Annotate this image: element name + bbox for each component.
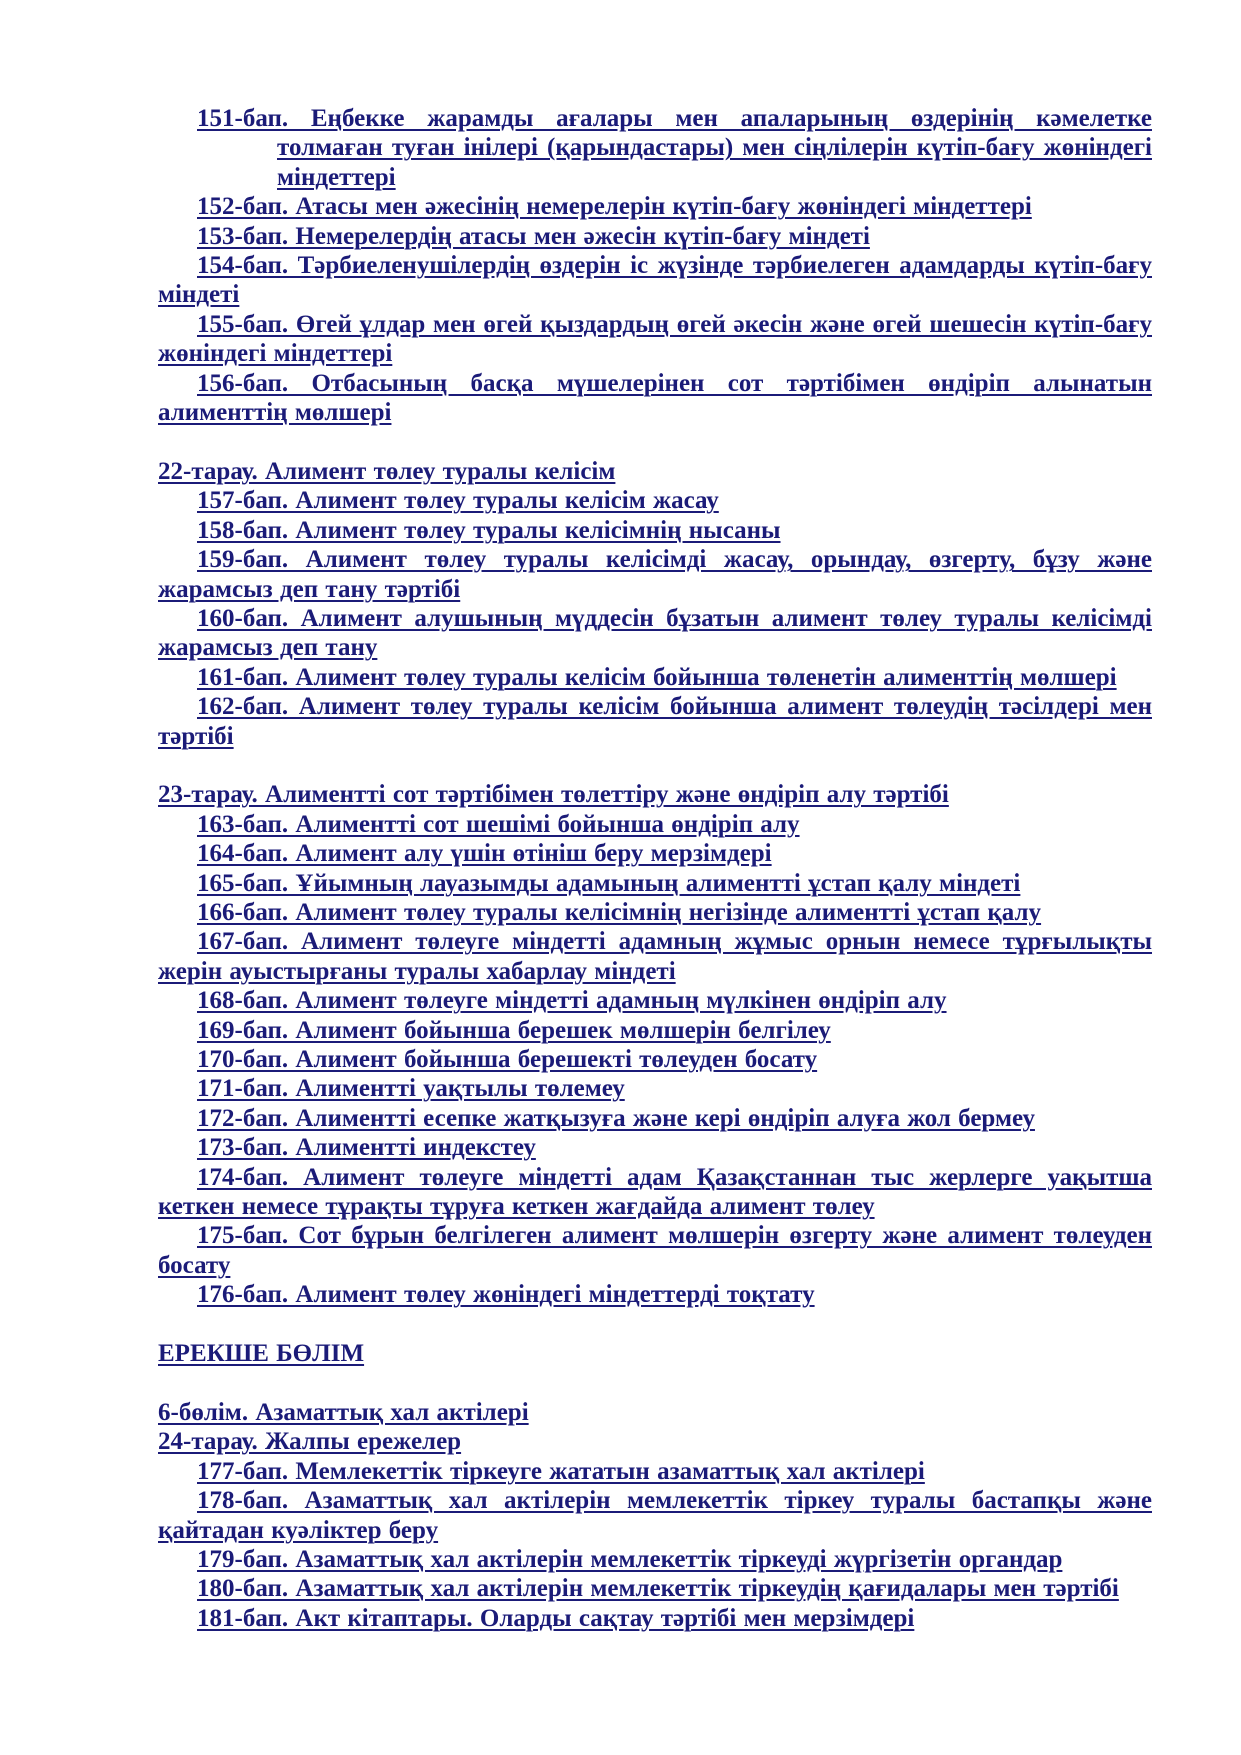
toc-article-link[interactable]: 159-бап. Алимент төлеу туралы келісімді жасау, орындау, өзгерту, бұзу және жарамсыз деп тану тәртібі <box>158 546 1152 603</box>
toc-article-link[interactable]: 162-бап. Алимент төлеу туралы келісім бойынша алимент төлеудің тәсілдері мен тәртібі <box>158 693 1152 750</box>
toc-article-link[interactable]: 169-бап. Алимент бойынша берешек мөлшерін белгілеу <box>197 1016 831 1044</box>
toc-article-link[interactable]: 161-бап. Алимент төлеу туралы келісім бойынша төленетін алименттің мөлшері <box>197 663 1117 691</box>
table-of-contents <box>158 104 1152 1633</box>
toc-article-link[interactable]: 152-бап. Атасы мен әжесінің немерелерін күтіп-бағу жөніндегі міндеттері <box>197 193 1032 221</box>
blank-line <box>158 427 1152 456</box>
blank-line <box>158 1368 1152 1397</box>
toc-article-link[interactable]: 173-бап. Алиментті индекстеу <box>197 1134 536 1162</box>
toc-article-link[interactable]: 180-бап. Азаматтық хал актілерін мемлекеттік тіркеудің қағидалары мен тәртібі <box>197 1575 1119 1603</box>
toc-article-link[interactable]: 153-бап. Немерелердің атасы мен әжесін күтіп-бағу міндеті <box>197 222 870 250</box>
toc-article-link[interactable]: 166-бап. Алимент төлеу туралы келісімнің негізінде алиментті ұстап қалу <box>197 898 1042 926</box>
toc-article-link[interactable]: 172-бап. Алиментті есепке жатқызуға және кері өндіріп алуға жол бермеу <box>197 1104 1035 1132</box>
toc-article-link[interactable]: 167-бап. Алимент төлеуге міндетті адамның жұмыс орнын немесе тұрғылықты жерін ауыстырғаны туралы хабарлау міндеті <box>158 928 1152 985</box>
toc-article-link[interactable]: 158-бап. Алимент төлеу туралы келісімнің нысаны <box>197 516 781 544</box>
toc-chapter-link[interactable]: 24-тарау. Жалпы ережелер <box>158 1428 462 1456</box>
toc-article-link[interactable]: 160-бап. Алимент алушының мүддесін бұзатын алимент төлеу туралы келісімді жарамсыз деп тану <box>158 604 1152 662</box>
toc-article-link[interactable]: 165-бап. Ұйымның лауазымды адамының алиментті ұстап қалу міндеті <box>197 869 1021 897</box>
toc-article-link[interactable]: 156-бап. Отбасының басқа мүшелерінен сот тәртібімен өндіріп алынатын алименттің мөлшері <box>158 369 1152 427</box>
toc-article-link[interactable]: 157-бап. Алимент төлеу туралы келісім жасау <box>197 487 719 515</box>
document-page <box>158 104 1152 1633</box>
toc-article-link[interactable]: 175-бап. Сот бұрын белгілеген алимент мөлшерін өзгерту және алимент төлеуден босату <box>158 1222 1152 1279</box>
blank-line <box>158 751 1152 780</box>
toc-section-link[interactable]: 6-бөлім. Азаматтық хал актілері <box>158 1398 529 1426</box>
toc-article-link[interactable]: 178-бап. Азаматтық хал актілерін мемлекеттік тіркеу туралы бастапқы және қайтадан куәліктер беру <box>158 1487 1152 1544</box>
toc-article-link[interactable]: 179-бап. Азаматтық хал актілерін мемлекеттік тіркеуді жүргізетін органдар <box>197 1545 1063 1573</box>
toc-article-link[interactable]: 176-бап. Алимент төлеу жөніндегі міндеттерді тоқтату <box>197 1281 815 1309</box>
toc-article-link[interactable]: 168-бап. Алимент төлеуге міндетті адамның мүлкінен өндіріп алу <box>197 987 947 1015</box>
toc-part-heading-link[interactable]: ЕРЕКШЕ БӨЛІМ <box>158 1340 365 1368</box>
toc-chapter-link[interactable]: 22-тарау. Алимент төлеу туралы келісім <box>158 457 616 485</box>
toc-article-link[interactable]: 174-бап. Алимент төлеуге міндетті адам Қазақстаннан тыс жерлерге уақытша кеткен немесе тұрақты тұруға кеткен жағдайда алимент төлеу <box>158 1163 1152 1221</box>
toc-chapter-link[interactable]: 23-тарау. Алиментті сот тәртібімен төлеттіру және өндіріп алу тәртібі <box>158 781 949 809</box>
toc-article-link[interactable]: 155-бап. Өгей ұлдар мен өгей қыздардың өгей әкесін және өгей шешесін күтіп-бағу жөніндегі міндеттері <box>158 310 1152 368</box>
toc-article-link[interactable]: 170-бап. Алимент бойынша берешекті төлеуден босату <box>197 1046 818 1073</box>
toc-article-link[interactable]: 177-бап. Мемлекеттік тіркеуге жататын азаматтық хал актілері <box>197 1457 925 1485</box>
toc-article-link[interactable]: 163-бап. Алиментті сот шешімі бойынша өндіріп алу <box>197 810 800 838</box>
toc-article-link[interactable]: 154-бап. Тәрбиеленушілердің өздерін іс жүзінде тәрбиелеген адамдарды күтіп-бағу міндеті <box>158 252 1152 309</box>
toc-article-link[interactable]: 164-бап. Алимент алу үшін өтініш беру мерзімдері <box>197 840 772 868</box>
toc-article-link[interactable]: 181-бап. Акт кітаптары. Оларды сақтау тәртібі мен мерзімдері <box>197 1604 915 1632</box>
blank-line <box>158 1310 1152 1339</box>
toc-article-link[interactable]: 171-бап. Алиментті уақтылы төлемеу <box>197 1075 625 1103</box>
toc-article-link[interactable]: 151-бап. Еңбекке жарамды ағалары мен апаларының өздерінің кәмелетке толмаған туған інілері (қарындастары) мен сіңлілерін күтіп-бағу жөніндегі міндеттері <box>197 105 1152 191</box>
